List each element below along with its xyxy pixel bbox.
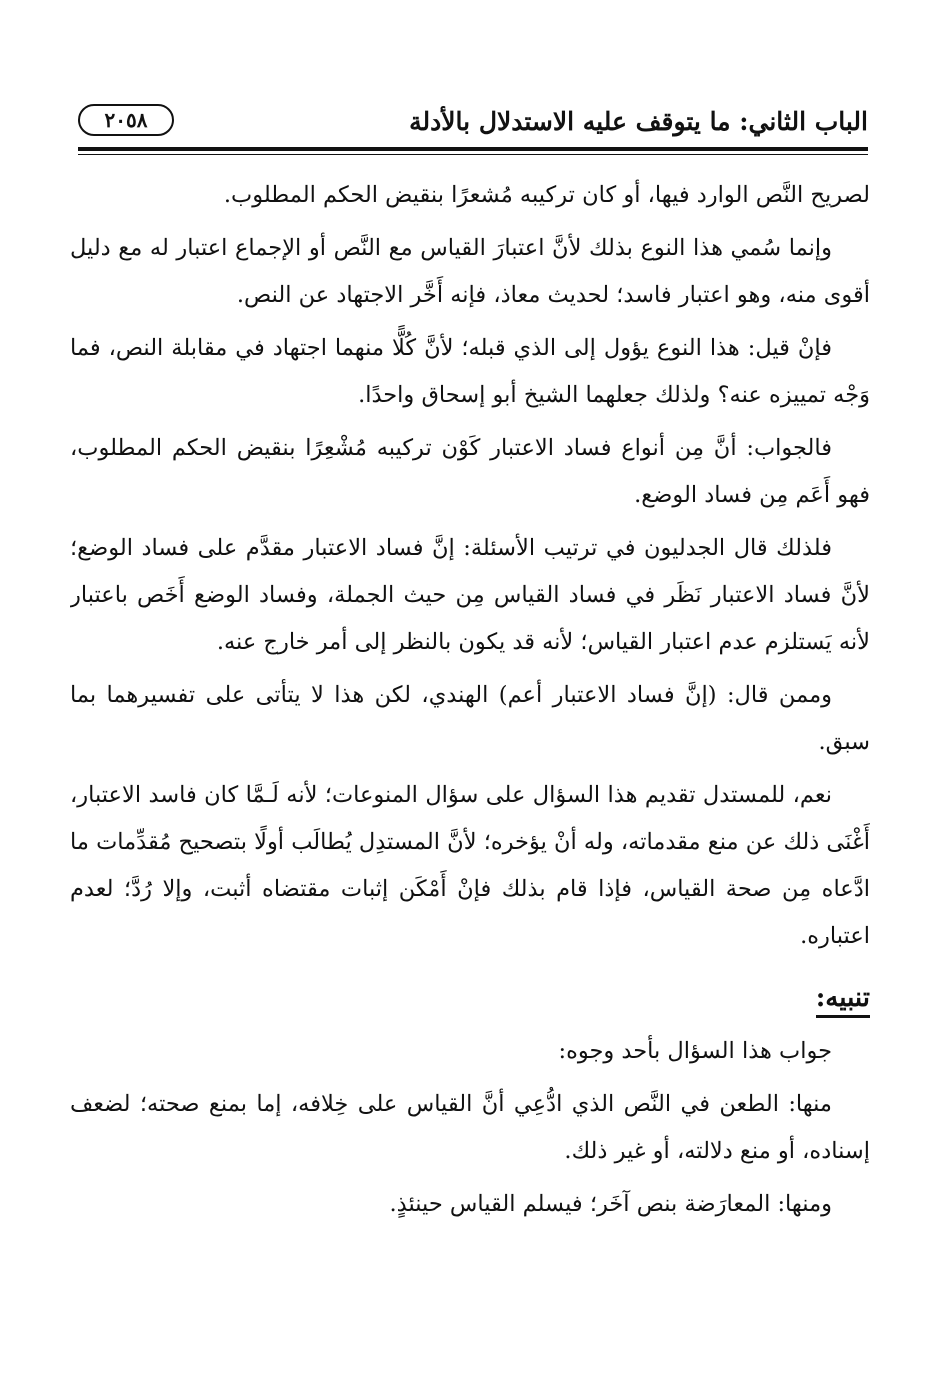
paragraph: لصريح النَّص الوارد فيها، أو كان تركيبه مُشعرًا بنقيض الحكم المطلوب. xyxy=(223,182,870,208)
paragraph: فالجواب: أنَّ مِن أنواع فساد الاعتبار كَوْن تركيبه مُشْعِرًا بنقيض الحكم المطلوب، فهو أَعَم مِن فساد الوضع. xyxy=(70,435,870,508)
notice-heading-text: تنبيه: xyxy=(816,983,870,1018)
paragraph: منها: الطعن في النَّص الذي ادُّعِي أنَّ القياس على خِلافه، إما بمنع صحته؛ لضعف إسناده، أو منع دلالته، أو غير ذلك. xyxy=(70,1091,870,1164)
paragraph: فإنْ قيل: هذا النوع يؤول إلى الذي قبله؛ لأنَّ كُلًّا منهما اجتهاد في مقابلة النص، فما وَجْه تمييزه عنه؟ ولذلك جعلهما الشيخ أبو إسحاق واحدًا. xyxy=(70,335,870,408)
running-header xyxy=(78,100,868,146)
notice-heading xyxy=(70,974,870,1022)
page-number-badge: ٢٠٥٨ xyxy=(78,104,174,136)
body-text xyxy=(70,172,870,1332)
header-rule-thin xyxy=(78,154,868,155)
paragraph: جواب هذا السؤال بأحد وجوه: xyxy=(558,1038,832,1064)
chapter-title: الباب الثاني: ما يتوقف عليه الاستدلال بالأدلة xyxy=(409,107,868,136)
paragraph: وإنما سُمي هذا النوع بذلك لأنَّ اعتبارَ القياس مع النَّص أو الإجماع اعتبار له مع دليل أقوى منه، وهو اعتبار فاسد؛ لحديث معاذ، فإنه أَخَّر الاجتهاد عن النص. xyxy=(70,235,870,308)
paragraph: ومنها: المعارَضة بنص آخَر؛ فيسلم القياس حينئذٍ. xyxy=(389,1191,832,1217)
header-rule-thick xyxy=(78,147,868,151)
paragraph: فلذلك قال الجدليون في ترتيب الأسئلة: إنَّ فساد الاعتبار مقدَّم على فساد الوضع؛ لأنَّ فساد الاعتبار نَظَر في فساد القياس مِن حيث الجملة، وفساد الوضع أَخَص باعتبار لأنه يَستلزم عدم اعتبار القياس؛ لأنه قد يكون بالنظر إلى أمر خارج عنه. xyxy=(70,535,870,655)
paragraph: نعم، للمستدل تقديم هذا السؤال على سؤال المنوعات؛ لأنه لَـمَّا كان فاسد الاعتبار، أَغْنَى ذلك عن منع مقدماته، وله أنْ يؤخره؛ لأنَّ المستدِل يُطالَب أولًا بتصحيح مُقدِّمات ما ادَّعاه مِن صحة القياس، فإذا قام بذلك فإنْ أَمْكَن إثبات مقتضاه أثبت، وإلا رُدَّ؛ لعدم اعتباره. xyxy=(70,782,870,949)
paragraph: وممن قال: (إنَّ فساد الاعتبار أعم) الهندي، لكن هذا لا يتأتى على تفسيرهما بما سبق. xyxy=(70,682,870,755)
